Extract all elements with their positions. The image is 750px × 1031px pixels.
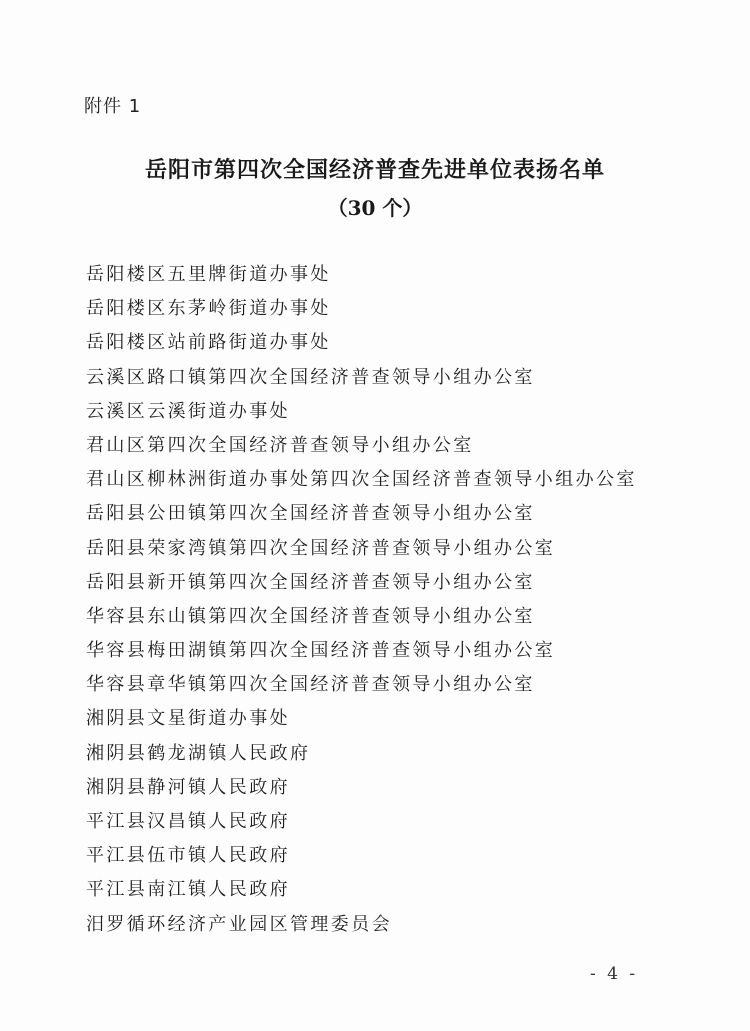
list-item: 平江县伍市镇人民政府 (86, 845, 290, 867)
list-item: 君山区第四次全国经济普查领导小组办公室 (86, 434, 474, 456)
list-item: 湘阴县静河镇人民政府 (86, 776, 290, 798)
attachment-label: 附件 1 (84, 96, 142, 117)
list-item: 湘阴县鹤龙湖镇人民政府 (86, 742, 311, 764)
page-number: - 4 - (590, 964, 639, 984)
list-item: 岳阳县公田镇第四次全国经济普查领导小组办公室 (86, 503, 535, 525)
list-item: 华容县梅田湖镇第四次全国经济普查领导小组办公室 (86, 640, 556, 662)
list-item: 岳阳县荣家湾镇第四次全国经济普查领导小组办公室 (86, 537, 556, 559)
document-subtitle: （30 个） (327, 196, 423, 220)
document-title: 岳阳市第四次全国经济普查先进单位表扬名单 (144, 157, 605, 183)
unit-list (86, 258, 637, 942)
list-item: 云溪区云溪街道办事处 (86, 400, 290, 422)
list-item: 汨罗循环经济产业园区管理委员会 (86, 913, 392, 935)
list-item: 平江县南江镇人民政府 (86, 879, 290, 901)
list-item: 云溪区路口镇第四次全国经济普查领导小组办公室 (86, 366, 535, 388)
list-item: 岳阳楼区五里牌街道办事处 (86, 264, 331, 285)
list-item: 华容县章华镇第四次全国经济普查领导小组办公室 (86, 674, 535, 696)
list-item: 岳阳楼区站前路街道办事处 (86, 332, 331, 354)
list-item: 平江县汉昌镇人民政府 (86, 811, 290, 832)
list-item: 岳阳县新开镇第四次全国经济普查领导小组办公室 (86, 571, 535, 593)
list-item: 华容县东山镇第四次全国经济普查领导小组办公室 (86, 605, 535, 627)
list-item: 湘阴县文星街道办事处 (86, 708, 290, 730)
list-item: 君山区柳林洲街道办事处第四次全国经济普查领导小组办公室 (86, 469, 637, 491)
list-item: 岳阳楼区东茅岭街道办事处 (86, 298, 331, 320)
